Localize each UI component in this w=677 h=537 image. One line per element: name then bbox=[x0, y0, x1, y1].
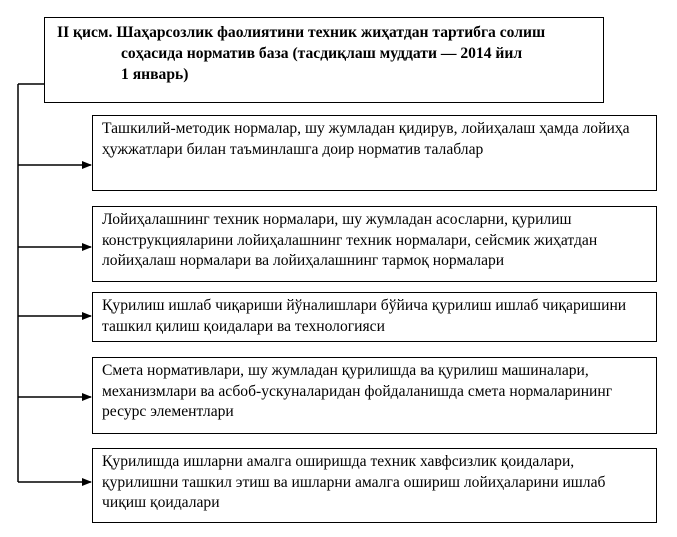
item-text-4: Смета нормативлари, шу жумладан қурилишда ва қурилиш машиналари, механизмлари ва асбоб-ускуналаридан фойдаланишда смета нормаларининг ресурс элементлари bbox=[102, 362, 613, 420]
item-text-2: Лойиҳалашнинг техник нормалари, шу жумладан асосларни, қурилиш конструкцияларини лойиҳалашнинг техник нормалари, сейсмик жиҳатдан лойиҳалаш нормалари ва лойиҳалашнинг тармоқ нормалари bbox=[102, 211, 598, 269]
item-box-5 bbox=[92, 448, 657, 523]
item-text-3: Қурилиш ишлаб чиқариши йўналишлари бўйича қурилиш ишлаб чиқаришини ташкил қилиш қоидалари ва технологияси bbox=[102, 297, 627, 335]
header-line-2: соҳасида норматив база (тасдиқлаш муддати — 2014 йил bbox=[121, 45, 523, 62]
item-box-2 bbox=[92, 206, 657, 282]
item-box-1 bbox=[92, 115, 657, 191]
header-line-3: 1 январь) bbox=[121, 66, 189, 83]
item-box-4 bbox=[92, 357, 657, 434]
header-line-1: II қисм. Шаҳарсозлик фаолиятини техник жиҳатдан тартибга солиш bbox=[57, 24, 546, 41]
item-text-5: Қурилишда ишларни амалга оширишда техник хавфсизлик қоидалари, қурилишни ташкил этиш ва ишларни амалга ошириш лойиҳаларини ишлаб чиқиш қоидалари bbox=[102, 453, 606, 511]
item-text-1: Ташкилий-методик нормалар, шу жумладан қидирув, лойиҳалаш ҳамда лойиҳа ҳужжатлари билан таъминлашга доир норматив талаблар bbox=[102, 120, 630, 158]
item-box-3 bbox=[92, 292, 657, 342]
header-box bbox=[44, 17, 604, 103]
